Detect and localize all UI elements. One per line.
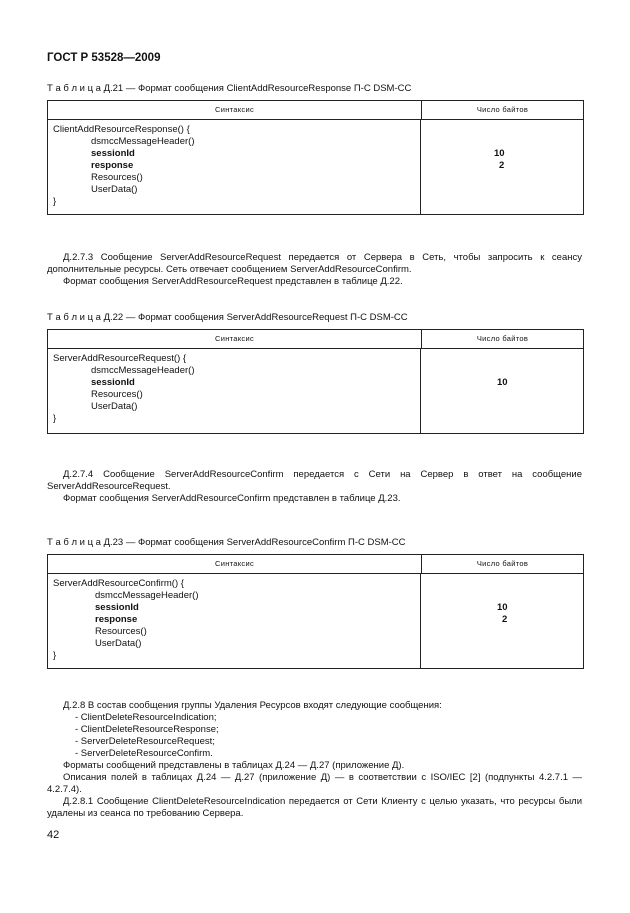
syntax-line: ServerAddResourceConfirm() { — [53, 578, 184, 589]
paragraph-text: Д.2.8 В состав сообщения группы Удаления Ресурсов входят следующие сообщения: — [63, 700, 442, 711]
list-item: - ServerDeleteResourceConfirm. — [75, 748, 213, 759]
syntax-line: dsmccMessageHeader() — [95, 590, 199, 601]
table-d23-caption: Т а б л и ц а Д.23 — Формат сообщения ServerAddResourceConfirm П-С DSM-CC — [47, 537, 406, 548]
syntax-line: } — [53, 196, 57, 207]
paragraph-text: Описания полей в таблицах Д.24 — Д.27 (приложение Д) — в соответствии с ISO/IEC [2] (подпункты 4.2.7.1 — 4.2.7.4). — [47, 772, 582, 795]
syntax-line: dsmccMessageHeader() — [91, 365, 195, 376]
paragraph-text: Форматы сообщений представлены в таблицах Д.24 — Д.27 (приложение Д). — [63, 760, 405, 771]
byte-count: 2 — [499, 160, 505, 171]
section-d28 — [47, 700, 582, 820]
table-d22 — [47, 329, 584, 434]
list-item: - ServerDeleteResourceRequest; — [75, 736, 215, 747]
paragraph-text: Д.2.8.1 Сообщение ClientDeleteResourceIndication передается от Сети Клиенту с целью указать, что ресурсы были удалены из сеанса по требованию Сервера. — [47, 796, 582, 819]
paragraph-d273 — [47, 252, 582, 288]
syntax-line: UserData() — [91, 184, 138, 195]
table-d21-caption: Т а б л и ц а Д.21 — Формат сообщения ClientAddResourceResponse П-С DSM-CC — [47, 83, 412, 94]
syntax-line: response — [95, 614, 138, 625]
bytes-column-header: Число байтов — [476, 105, 529, 114]
page-number: 42 — [47, 829, 60, 841]
syntax-line: Resources() — [91, 389, 143, 400]
document-header: ГОСТ Р 53528—2009 — [47, 52, 161, 64]
table-d21 — [47, 100, 584, 215]
byte-count: 10 — [494, 148, 505, 159]
syntax-line: Resources() — [91, 172, 143, 183]
syntax-column-header: Синтаксис — [48, 555, 422, 573]
syntax-line: Resources() — [95, 626, 147, 637]
paragraph-d274 — [47, 469, 582, 505]
paragraph-text: Д.2.7.3 Сообщение ServerAddResourceRequest передается от Сервера в Сеть, чтобы запросить к сеансу дополнительные ресурсы. Сеть отвечает сообщением ServerAddResourceConfirm. — [47, 252, 582, 275]
syntax-column-header: Синтаксис — [48, 101, 422, 119]
syntax-line: ServerAddResourceRequest() { — [53, 353, 187, 364]
syntax-line: sessionId — [91, 148, 135, 159]
bytes-column-header: Число байтов — [476, 559, 529, 568]
syntax-line: UserData() — [91, 401, 138, 412]
list-item: - ClientDeleteResourceResponse; — [75, 724, 219, 735]
syntax-column-header: Синтаксис — [48, 330, 422, 348]
syntax-line: sessionId — [91, 377, 135, 388]
syntax-line: ClientAddResourceResponse() { — [53, 124, 190, 135]
list-item: - ClientDeleteResourceIndication; — [75, 712, 217, 723]
syntax-line: } — [53, 413, 57, 424]
syntax-line: UserData() — [95, 638, 142, 649]
table-d23 — [47, 554, 584, 669]
byte-count: 2 — [502, 614, 508, 625]
paragraph-text: Формат сообщения ServerAddResourceRequest представлен в таблице Д.22. — [63, 276, 403, 287]
byte-count: 10 — [497, 377, 508, 388]
syntax-line: dsmccMessageHeader() — [91, 136, 195, 147]
paragraph-text: Формат сообщения ServerAddResourceConfirm представлен в таблице Д.23. — [63, 493, 401, 504]
byte-count: 10 — [497, 602, 508, 613]
bytes-column-header: Число байтов — [476, 334, 529, 343]
table-d22-caption: Т а б л и ц а Д.22 — Формат сообщения ServerAddResourceRequest П-С DSM-CC — [47, 312, 408, 323]
paragraph-text: Д.2.7.4 Сообщение ServerAddResourceConfirm передается с Сети на Сервер в ответ на сообщение ServerAddResourceRequest. — [47, 469, 582, 492]
syntax-line: sessionId — [95, 602, 139, 613]
syntax-line: response — [91, 160, 134, 171]
syntax-line: } — [53, 650, 57, 661]
